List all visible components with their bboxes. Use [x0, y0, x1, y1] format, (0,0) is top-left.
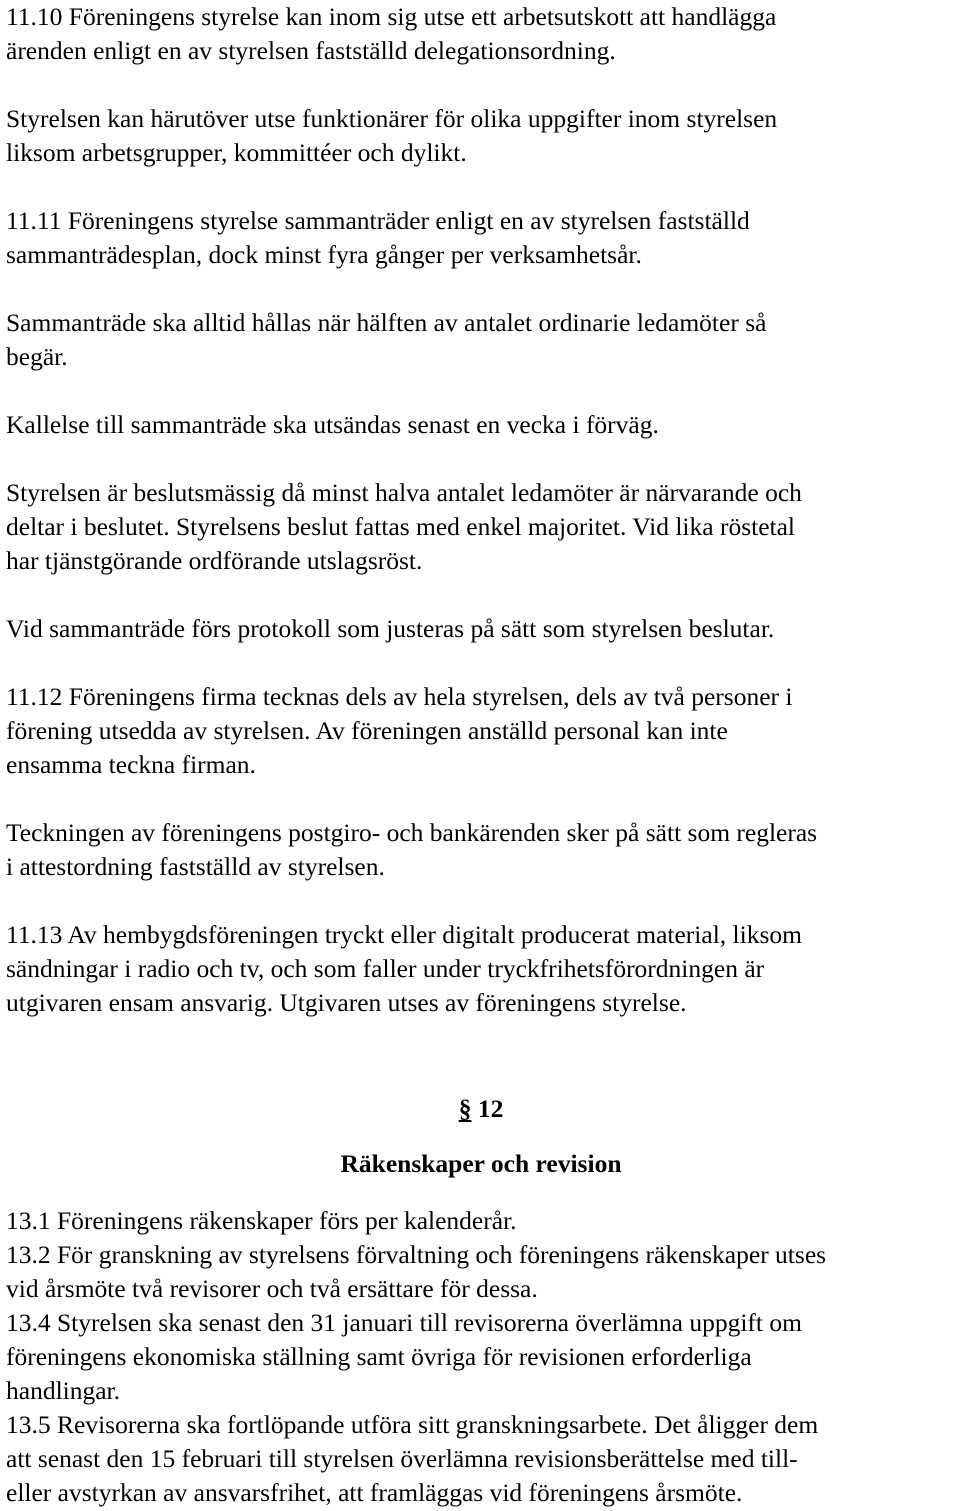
- paragraph-13-2: [6, 1238, 956, 1306]
- paragraph-functionaries: [6, 102, 956, 170]
- paragraph-quorum: [6, 476, 956, 578]
- text-line: Kallelse till sammanträde ska utsändas senast en vecka i förväg.: [6, 410, 659, 439]
- paragraph-13-5: [6, 1408, 956, 1510]
- document-body: [6, 0, 956, 1020]
- paragraph-13-1: [6, 1204, 956, 1238]
- paragraph-meeting-request: [6, 306, 956, 374]
- text-line: ärenden enligt en av styrelsen fastställd delegationsordning.: [6, 36, 616, 65]
- text-line: Teckningen av föreningens postgiro- och bankärenden sker på sätt som regleras: [6, 818, 818, 847]
- text-line: 13.1 Föreningens räkenskaper förs per kalenderår.: [6, 1206, 517, 1235]
- text-line: sammanträdesplan, dock minst fyra gånger per verksamhetsår.: [6, 240, 642, 269]
- text-line: ensamma teckna firman.: [6, 750, 256, 779]
- text-line: Sammanträde ska alltid hållas när hälften av antalet ordinarie ledamöter så: [6, 308, 767, 337]
- paragraph-11-12: [6, 680, 956, 782]
- paragraph-11-10: [6, 0, 956, 68]
- text-line: deltar i beslutet. Styrelsens beslut fattas med enkel majoritet. Vid lika röstetal: [6, 512, 796, 541]
- section-sign: §: [458, 1094, 472, 1123]
- text-line: utgivaren ensam ansvarig. Utgivaren utses av föreningens styrelse.: [6, 988, 687, 1017]
- text-line: handlingar.: [6, 1376, 121, 1405]
- text-line: vid årsmöte två revisorer och två ersättare för dessa.: [6, 1274, 538, 1303]
- paragraph-signing: [6, 816, 956, 884]
- text-line: 11.10 Föreningens styrelse kan inom sig utse ett arbetsutskott att handlägga: [6, 2, 777, 31]
- text-line: 13.4 Styrelsen ska senast den 31 januari till revisorerna överlämna uppgift om: [6, 1308, 802, 1337]
- paragraph-11-13: [6, 918, 956, 1020]
- section-12-body: [6, 1204, 956, 1510]
- section-number-heading: [6, 1092, 956, 1126]
- text-line: föreningens ekonomiska ställning samt övriga för revisionen erforderliga: [6, 1342, 752, 1371]
- text-line: 13.2 För granskning av styrelsens förvaltning och föreningens räkenskaper utses: [6, 1240, 827, 1269]
- text-line: Styrelsen kan härutöver utse funktionärer för olika uppgifter inom styrelsen: [6, 104, 778, 133]
- text-line: förening utsedda av styrelsen. Av föreningen anställd personal kan inte: [6, 716, 728, 745]
- text-line: 11.13 Av hembygdsföreningen tryckt eller digitalt producerat material, liksom: [6, 920, 802, 949]
- text-line: sändningar i radio och tv, och som faller under tryckfrihetsförordningen är: [6, 954, 765, 983]
- text-line: Vid sammanträde förs protokoll som justeras på sätt som styrelsen beslutar.: [6, 614, 775, 643]
- text-line: 11.11 Föreningens styrelse sammanträder enligt en av styrelsen fastställd: [6, 206, 750, 235]
- text-line: begär.: [6, 342, 68, 371]
- text-line: Styrelsen är beslutsmässig då minst halva antalet ledamöter är närvarande och: [6, 478, 802, 507]
- text-line: i attestordning fastställd av styrelsen.: [6, 852, 385, 881]
- paragraph-13-4: [6, 1306, 956, 1408]
- text-line: att senast den 15 februari till styrelsen överlämna revisionsberättelse med till-: [6, 1444, 798, 1473]
- section-title: Räkenskaper och revision: [340, 1149, 622, 1178]
- section-number: 12: [477, 1094, 504, 1123]
- paragraph-notice: [6, 408, 956, 442]
- text-line: eller avstyrkan av ansvarsfrihet, att framläggas vid föreningens årsmöte.: [6, 1478, 743, 1507]
- text-line: liksom arbetsgrupper, kommittéer och dylikt.: [6, 138, 467, 167]
- text-line: 11.12 Föreningens firma tecknas dels av hela styrelsen, dels av två personer i: [6, 682, 793, 711]
- text-line: 13.5 Revisorerna ska fortlöpande utföra sitt granskningsarbete. Det åligger dem: [6, 1410, 819, 1439]
- text-line: har tjänstgörande ordförande utslagsröst.: [6, 546, 423, 575]
- paragraph-minutes: [6, 612, 956, 646]
- paragraph-11-11: [6, 204, 956, 272]
